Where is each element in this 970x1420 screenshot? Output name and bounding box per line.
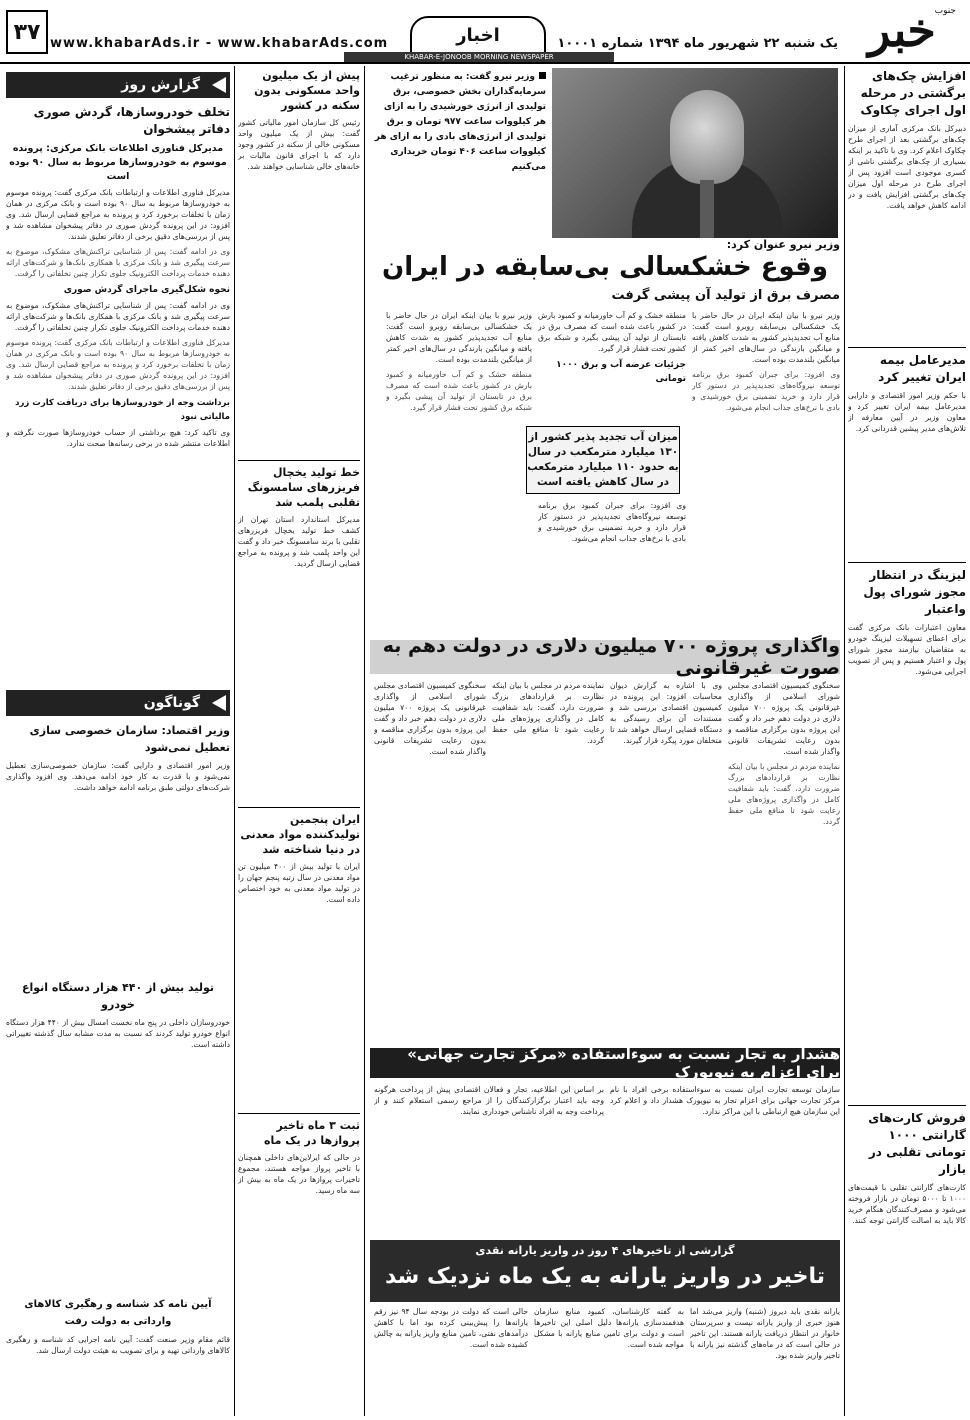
logo-text: خبر — [868, 3, 936, 57]
issue-date-line: یک شنبه ۲۲ شهریور ماه ۱۳۹۴ شماره ۱۰۰۰۱ — [557, 36, 838, 51]
story3-headline: هشدار به تجار نسبت به سوءاستفاده «مرکز تجارت جهانی» برای اعزام به نیویورک — [370, 1048, 840, 1078]
report-subhead-1: مدیرکل فناوری اطلاعات بانک مرکزی: پرونده موسوم به خودروسازها مربوط به سال ۹۰ بوده است — [9, 143, 227, 182]
mid-headline-2: خط تولید یخچال فریزرهای سامسونگ تقلبی پلمب شد — [247, 466, 360, 509]
misc-headline-1: وزیر اقتصاد: سازمان خصوصی سازی تعطیل نمی‌شود — [29, 724, 230, 754]
right-headline-3: لیزینگ در انتظار مجوز شورای پول واعتبار — [863, 568, 966, 616]
story3-body-1: سازمان توسعه تجارت ایران نسبت به سوءاستفاده برخی افراد با نام مرکز تجارت جهانی برای اعزام تجار به نیویورک هشدار داد و اعلام کرد این سازمان هیچ ارتباطی با این مراکز ندارد. — [610, 1085, 840, 1116]
report-subhead-2: نحوه شکل‌گیری ماجرای گردش صوری — [63, 285, 230, 295]
right-headline-2: مدیرعامل بیمه ایران تغییر کرد — [878, 353, 966, 384]
page-number: ۳۷ — [6, 10, 48, 54]
right-headline-4: فروش کارت‌های گارانتی ۱۰۰۰ تومانی تقلبی در بازار — [868, 1111, 966, 1176]
right-headline-1: افزایش چک‌های برگشتی در مرحله اول اجرای چکاوک — [860, 69, 966, 117]
right-text-3: معاون اعتبارات بانک مرکزی گفت برای اعطای تسهیلات لیزینگ خودرو به متقاضیان نیازمند مجوز شورای پول و اعتبار هستیم و پس از تصویب اجرایی می‌شود. — [848, 623, 966, 676]
story4-column-2 — [534, 1306, 684, 1414]
story4-headline: تاخیر در واریز یارانه به یک ماه نزدیک شد — [384, 1264, 826, 1289]
column-divider-2 — [364, 66, 365, 1416]
misc-text-1: وزیر امور اقتصادی و دارایی گفت: سازمان خصوصی‌سازی تعطیل نمی‌شود و با قدرت به کار خود ادامه می‌دهد. وی افزود واگذاری شرکت‌های دولتی طبق برنامه ادامه خواهد داشت. — [6, 761, 230, 792]
lead-headline: وقوع خشکسالی بی‌سابقه در ایران — [382, 252, 828, 282]
story4-column-1 — [690, 1306, 840, 1414]
right-column — [848, 66, 966, 1416]
mid-headline-3: ایران پنجمین تولیدکننده مواد معدنی در دنیا شناخته شد — [240, 813, 360, 856]
story4-body-3: حالی است که دولت در بودجه سال ۹۴ نیز رقم یارانه‌ها را پیش‌بینی کرده بود اما با کاهش درآمدهای نفتی، تامین منابع واریز یارانه به چالش کشیده شده است. — [374, 1307, 528, 1349]
story4-kicker: گزارشی از تاخیرهای ۴ روز در واریز یارانه نقدی — [475, 1244, 735, 1257]
misc-column — [6, 720, 230, 1410]
report-banner-label: گزارش روز — [121, 77, 200, 93]
report-banner — [6, 72, 230, 98]
english-strip: KHABAR-E-JONOOB MORNING NEWSPAPER — [344, 52, 614, 62]
report-body-1b: وی در ادامه گفت: پس از شناسایی تراکنش‌های مشکوک، موضوع به سرعت پیگیری شد و بانک مرکزی با همکاری بانک‌ها و شرکت‌های ارائه دهنده خدمات پرداخت الکترونیک جلوی تکرار چنین تخلفاتی را گرفت. — [6, 247, 230, 278]
column-divider-3 — [234, 66, 235, 1416]
report-headline: تخلف خودروسازها، گردش صوری دفاتر پیشخوان — [33, 105, 230, 136]
report-body-2b: مدیرکل فناوری اطلاعات و ارتباطات بانک مرکزی گفت: پرونده موسوم به خودروسازها مربوط به سال ۹۰ بوده است و بانک مرکزی در همان زمان با تخلفات برخورد کرد و پرونده به مراجع قضایی ارسال شد. وی افزود: در این پرونده گردش صوری در دفاتر پیشخوان مشاهده شد و پس از بررسی‌های دقیق برخی از دفاتر تعلیق شدند. — [6, 338, 230, 391]
mid-headline-4: ثبت ۳ ماه تاخیر پروازها در یک ماه — [264, 1119, 360, 1147]
lead-subhead: مصرف برق از تولید آن پیشی گرفت — [611, 288, 840, 303]
story2-body-1b: نماینده مردم در مجلس با بیان اینکه نظارت بر قراردادهای بزرگ ضرورت دارد، گفت: باید شفافیت کامل در واگذاری پروژه‌های ملی رعایت شود تا منافع ملی حفظ گردد. — [728, 762, 840, 826]
lead-body-1b: وی افزود: برای جبران کمبود برق برنامه توسعه نیروگاه‌های تجدیدپذیر در دستور کار قرار دارد و خرید تضمینی برق خورشیدی و بادی با نرخ‌های جذاب انجام می‌شود. — [692, 370, 840, 412]
lead-subheading: جزئیات عرضه آب و برق ۱۰۰۰ تومانی — [556, 360, 686, 384]
column-divider — [844, 66, 845, 1416]
story2-column-4 — [374, 680, 486, 1042]
right-text-1: دبیرکل بانک مرکزی آماری از میزان چک‌های برگشتی بعد از اجرای طرح چکاوک اعلام کرد. وی با تاکید بر اینکه بسیاری از چک‌های برگشتی ناشی از کسری موجودی است افزود پس از اجرای طرح در مرحله اول میزان چک‌های برگشتی افزایش یافت و در ادامه کاهش خواهد یافت. — [848, 124, 966, 210]
story4-column-3 — [374, 1306, 528, 1414]
lead-body-2: منطقه خشک و کم آب خاورمیانه و کمبود بارش در کشور باعث شده است که مصرف برق در تابستان از تولید آن پیشی بگیرد و شبکه برق کشور تحت فشار قرار گیرد. — [538, 311, 686, 353]
lead-body-4: وزیر نیرو با بیان اینکه ایران در حال حاضر با یک خشکسالی بی‌سابقه روبرو است گفت: منابع آب تجدیدپذیر کشور به شدت کاهش یافته و میانگین بارندگی در سال‌های اخیر کمتر از میانگین بلندمدت بوده است. — [386, 311, 532, 364]
lead-body-4b: منطقه خشک و کم آب خاورمیانه و کمبود بارش در کشور باعث شده است که مصرف برق در تابستان از تولید آن پیشی بگیرد و شبکه برق کشور تحت فشار قرار گیرد. — [386, 370, 532, 412]
story4-body-1: یارانه نقدی باید دیروز (شنبه) واریز می‌شد اما هنوز خبری از واریز یارانه نیست و سرپرستان خانوار در انتظار دریافت یارانه هستند. این تاخیر در حالی است که در ماه‌های گذشته نیز یارانه با تاخیر واریز شده بود. — [690, 1307, 840, 1360]
story2-body-3: نماینده مردم در مجلس با بیان اینکه نظارت بر قراردادهای بزرگ ضرورت دارد، گفت: باید شفافیت کامل در واگذاری پروژه‌های ملی رعایت شود تا منافع ملی حفظ گردد. — [492, 681, 604, 745]
report-subhead-3: برداشت وجه از خودروسازها برای دریافت کارت زرد مالیاتی نبود — [15, 398, 230, 422]
minister-photo — [552, 68, 838, 238]
logo-sub: جنوب — [934, 6, 956, 16]
mid-text-3: ایران با تولید بیش از ۴۰۰ میلیون تن مواد معدنی در سال رتبه پنجم جهان را در تولید مواد معدنی به خود اختصاص داده است. — [238, 862, 360, 904]
story2-body-1: سخنگوی کمیسیون اقتصادی مجلس شورای اسلامی از واگذاری غیرقانونی یک پروژه ۷۰۰ میلیون دلاری در دولت دهم خبر داد و گفت این پروژه بدون برگزاری مناقصه و بدون رعایت تشریفات قانونی واگذار شده است. — [728, 681, 840, 756]
right-text-2: با حکم وزیر امور اقتصادی و دارایی مدیرعامل بیمه ایران تغییر کرد و معاون وزیر در آیین معارفه از تلاش‌های مدیر پیشین قدردانی کرد. — [848, 391, 966, 433]
mid-text-1: رئیس کل سازمان امور مالیاتی کشور گفت: بیش از یک میلیون واحد مسکونی خالی از سکنه در کشور وجود دارد که با اجرای قانون مالیات بر خانه‌های خالی شناسایی خواهند شد. — [238, 118, 360, 171]
mid-text-4: در حالی که ایرلاین‌های داخلی همچنان با تاخیر پرواز مواجه هستند، مجموع تاخیرات پروازها در یک ماه به بیش از سه ماه رسید. — [238, 1153, 360, 1195]
story2-column-2 — [610, 680, 722, 1042]
report-body-3: وی تاکید کرد: هیچ برداشتی از حساب خودروسازها صورت نگرفته و اطلاعات منتشر شده در برخی رسانه‌ها صحت ندارد. — [6, 428, 230, 448]
section-label: اخبار — [410, 16, 546, 54]
misc-text-2: خودروسازان داخلی در پنج ماه نخست امسال بیش از ۴۴۰ هزار دستگاه انواع خودرو تولید کردند که نسبت به مدت مشابه سال گذشته تغییراتی داشته است. — [6, 1018, 230, 1049]
story4-body-2: به گفته کارشناسان، کمبود منابع سازمان هدفمندسازی یارانه‌ها دلیل اصلی این تاخیرها است و دولت برای تامین منابع یارانه با مشکل مواجه شده است. — [534, 1307, 684, 1349]
lead-quote — [370, 70, 546, 236]
lead-column-2 — [538, 310, 686, 420]
website-link[interactable]: www.khabarAds.ir - www.khabarAds.com — [50, 36, 389, 51]
report-body-1: مدیرکل فناوری اطلاعات و ارتباطات بانک مرکزی گفت: پرونده موسوم به خودروسازها مربوط به سال ۹۰ بوده است و بانک مرکزی در همان زمان با تخلفات برخورد کرد و پرونده به مراجع قضایی ارسال شد. وی افزود: در این پرونده گردش صوری در دفاتر پیشخوان مشاهده شد و پس از بررسی‌های دقیق برخی از دفاتر تعلیق شدند. — [6, 188, 230, 241]
misc-headline-2: تولید بیش از ۴۴۰ هزار دستگاه انواع خودرو — [21, 981, 215, 1011]
story3-column-2 — [374, 1084, 604, 1234]
middle-column — [238, 66, 360, 1416]
mid-headline-1: پیش از یک میلیون واحد مسکونی بدون سکنه در کشور — [254, 69, 360, 112]
misc-text-3: قائم مقام وزیر صنعت گفت: آیین نامه اجرایی کد شناسه و رهگیری کالاهای وارداتی تهیه و برای تصویب به هیئت دولت ارسال شد. — [6, 1335, 230, 1355]
report-column — [6, 102, 230, 682]
report-body-2: وی در ادامه گفت: پس از شناسایی تراکنش‌های مشکوک، موضوع به سرعت پیگیری شد و بانک مرکزی با همکاری بانک‌ها و شرکت‌های ارائه دهنده خدمات پرداخت الکترونیک جلوی تکرار چنین تخلفاتی را گرفت. — [6, 301, 230, 332]
misc-banner-label: گوناگون — [143, 695, 200, 711]
lead-quote-text: وزیر نیرو گفت: به منظور ترغیب سرمایه‌گذاران بخش خصوصی، برق تولیدی از انرژی خورشیدی را به ازای هر کیلووات ساعت ۹۷۷ تومان و برق تولیدی از انرژی‌های بادی را به ازای هر کیلووات ساعت ۴۰۶ تومان خریداری می‌کنیم — [374, 72, 546, 172]
lead-column-4 — [386, 310, 532, 635]
story3-body-2: بر اساس این اطلاعیه، تجار و فعالان اقتصادی پیش از پرداخت هرگونه وجه باید اعتبار برگزارکنندگان را از مراجع رسمی استعلام کنند و از پرداخت وجه به افراد ناشناس خودداری نمایند. — [374, 1085, 604, 1116]
lead-callout-box: میزان آب تجدید پذیر کشور از ۱۳۰ میلیارد مترمکعب در سال به حدود ۱۱۰ میلیارد مترمکعب در سال کاهش یافته است — [526, 426, 680, 494]
story2-column-1 — [728, 680, 840, 1042]
misc-banner — [6, 690, 230, 716]
lead-body-1: وزیر نیرو با بیان اینکه ایران در حال حاضر با یک خشکسالی بی‌سابقه روبرو است گفت: منابع آب تجدیدپذیر کشور به شدت کاهش یافته و میانگین بارندگی در سال‌های اخیر کمتر از میانگین بلندمدت بوده است. — [692, 311, 840, 364]
lead-kicker: وزیر نیرو عنوان کرد: — [726, 238, 840, 251]
newspaper-logo — [842, 4, 962, 56]
story4-header — [370, 1240, 840, 1302]
story2-headline: واگذاری پروژه ۷۰۰ میلیون دلاری در دولت دهم به صورت غیرقانونی — [370, 640, 840, 674]
misc-headline-3: آیین نامه کد شناسه و رهگیری کالاهای وارداتی به دولت رفت — [24, 1299, 212, 1327]
lead-column-1 — [692, 310, 840, 635]
mid-text-2: مدیرکل استاندارد استان تهران از کشف خط تولید یخچال فریزرهای تقلبی با برند سامسونگ خبر داد و گفت این واحد پلمب شد و پرونده به مراجع قضایی ارسال گردید. — [238, 515, 360, 568]
masthead — [0, 0, 970, 64]
story2-body-4: سخنگوی کمیسیون اقتصادی مجلس شورای اسلامی از واگذاری غیرقانونی یک پروژه ۷۰۰ میلیون دلاری در دولت دهم خبر داد و گفت این پروژه بدون برگزاری مناقصه و بدون رعایت تشریفات قانونی واگذار شده است. — [374, 681, 486, 756]
lead-body-3: وی افزود: برای جبران کمبود برق برنامه توسعه نیروگاه‌های تجدیدپذیر در دستور کار قرار دارد و خرید تضمینی برق خورشیدی و بادی با نرخ‌های جذاب انجام می‌شود. — [538, 501, 686, 543]
story2-column-3 — [492, 680, 604, 1042]
story2-body-2: وی با اشاره به گزارش دیوان محاسبات افزود: این پرونده در کمیسیون اقتصادی بررسی شد و مستندات آن برای رسیدگی به دستگاه قضایی ارسال خواهد شد تا متخلفان مورد پیگرد قرار گیرند. — [610, 681, 722, 745]
right-text-4: کارت‌های گارانتی تقلبی با قیمت‌های ۱۰۰۰ تا ۵۰۰۰ تومان در بازار فروخته می‌شود و مصرف‌کنندگان هنگام خرید کالا باید به اصالت گارانتی توجه کنند. — [848, 1183, 966, 1225]
lead-column-3 — [538, 500, 686, 635]
story3-column-1 — [610, 1084, 840, 1234]
